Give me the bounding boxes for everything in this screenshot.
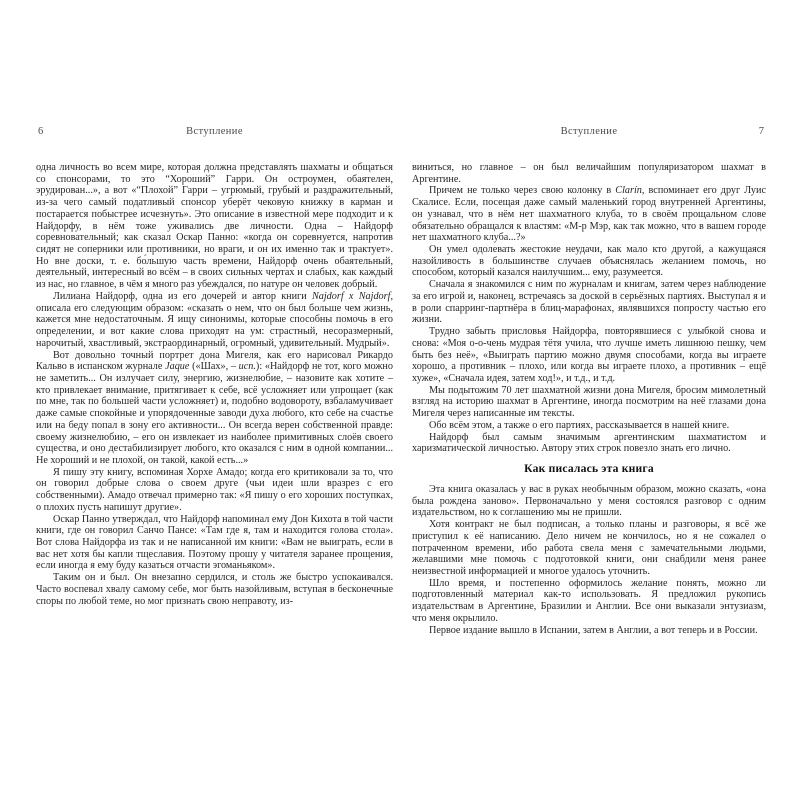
paragraph: [412, 244, 766, 279]
paragraph: [412, 519, 766, 578]
text-segment: Мы подытожим 70 лет шахматной жизни дона Мигеля, бросим мимолетный взгляд на историю шахмат в Аргентине, иногда посмотрим на неё глазами дона Мигеля через написанные им тексты.: [412, 384, 766, 420]
text-segment: Он умел одолевать жестокие неудачи, как мало кто другой, а кажущаяся назойливость в большинстве случаев объяснялась желанием помочь, но способом, который казался наилучшим... ему, разумеется.: [412, 244, 766, 279]
paragraph: [412, 326, 766, 385]
paragraph: [36, 350, 393, 467]
page-right: [412, 126, 766, 636]
text-segment: одна личность во всем мире, которая должна представлять шахматы и общаться со спонсорами, то это “Хороший” Гарри. Он остроумен, обаятелен, эрудирован...», а вот «“Плохой” Гарри – угрюмый, грубый и раздражительный, из-за чего самый податливый спонсор уберёт чековую книжку в карман и постарается побыстрее исчезнуть». Это описание в известной мере подходит и к Найдорфу, в нём тоже уживались две личности. Одна – Найдорф соревновательный; как сказал Оскар Панно: «когда он соревнуется, напротив сидят не соперники или противники, но враги, и он их именно так и трактует». Но вне доски, т. е. бо́льшую часть времени, Найдорф очень обаятельный, деятельный, интересный во всём – в своих сильных чертах и слабых, как каждый из нас, но главное, в чём я много раз убеждался, по натуре он человек добрый.: [36, 162, 393, 291]
paragraph: [36, 514, 393, 573]
text-segment: («Шах», –: [189, 361, 239, 373]
page-body: [412, 162, 766, 636]
running-header: Вступление: [560, 126, 618, 137]
paragraph: [36, 162, 393, 291]
text-segment: Трудно забыть присловья Найдорфа, повторявшиеся с улыбкой снова и снова: «Моя о-о-чень мудрая тётя учила, что лучше иметь лишнюю пешку, чем быть без неё», «Выиграть партию можно двумя способами, когда вы играете хорошо, а противник – плохо, или когда вы играете плохо, а противник – ещё хуже», «Сначала идея, затем ход!», и т.д., и т.д.: [412, 326, 766, 384]
page-number: 7: [758, 126, 764, 137]
text-segment: Лилиана Найдорф, одна из его дочерей и автор книги: [53, 290, 312, 302]
paragraph: [36, 291, 393, 350]
text-segment: Найдорф был самым значимым аргентинским шахматистом и харизматической личностью. Автору этих строк повезло знать его лично.: [412, 431, 766, 455]
text-segment: Как писалась эта книга: [524, 461, 654, 475]
paragraph: [412, 185, 766, 244]
text-segment: ): «Найдорф не тот, кого можно не заметить... Он излучает силу, энергию, жизнелюбие, – назовите как хотите – кто привлекает внимание, притягивает к себе, всё усложняет или упрощает (как по мне, так по большей части усложняет) и, подобно водовороту, взбаламучивает даже самые спокойные и упорядоченные заводи духа любого, кто себе на счастье или на беду попал в зону его активности... Он всегда верен собственной правде: своему жизнелюбию, – его он извлекает из наиболее примитивных слоёв своего существа, и оно дестабилизирует любого, кто оказался с ним в одной компании... Не хороший и не плохой, он такой, какой есть...»: [36, 361, 393, 466]
text-segment: виниться, но главное – он был величайшим популяризатором шахмат в Аргентине.: [412, 162, 766, 185]
text-segment: Хотя контракт не был подписан, а только планы и разговоры, я всё же приступил к её написанию. Дело ничем не кончилось, но я не сожалел о потраченном времени, ибо работа свела меня с замечательными людьми, желавшими мне помочь с подготовкой книги, они снабдили меня ранее неизвестной информацией и многое удалось уточнить.: [412, 519, 766, 577]
page-body: [36, 162, 393, 607]
section-heading: [412, 462, 766, 475]
text-segment: Оскар Панно утверждал, что Найдорф напоминал ему Дон Кихота в той части книги, где он говорил Санчо Пансе: «Там где я, там и находится голова стола». Вот слова Найдорфа из так и не написанной им книги: «Вам не выиграть, если в вас нет хотя бы капли тщеславия. Поэтому прошу у читателя заранее прощения, если иногда я ему буду казаться отчасти эгоманьяком».: [36, 513, 393, 572]
text-segment: Эта книга оказалась у вас в руках необычным образом, можно сказать, «она была рождена заново». Первоначально у меня состоялся разговор с одним издательством, но к соглашению мы не пришли.: [412, 483, 766, 519]
paragraph: [36, 467, 393, 514]
italic-text: Najdorf x Najdorf: [311, 290, 391, 302]
text-segment: Причем не только через свою колонку в: [429, 185, 616, 197]
paragraph: [412, 432, 766, 455]
text-segment: Обо всём этом, а также о его партиях, рассказывается в нашей книге.: [429, 419, 730, 431]
text-segment: , вспоминает его друг Луис Скалисе. Если, посещая даже самый маленький город внутренней Аргентины, он узнавал, что в нём нет шахматного клуба, то в своём прощальном слове обязательно обращался к властям: «М-р Мэр, как так можно, что в вашем городе нет шахматного клуба...?»: [412, 185, 766, 244]
paragraph: [412, 279, 766, 326]
text-segment: Первое издание вышло в Испании, затем в Англии, а вот теперь и в России.: [429, 624, 758, 636]
paragraph: [412, 385, 766, 420]
paragraph: [412, 625, 766, 637]
page-number: 6: [38, 126, 44, 137]
page-header-left: [36, 126, 393, 139]
text-segment: Шло время, и постепенно оформилось желание понять, можно ли подготовленный материал как-то использовать. Я предложил рукопись издательствам в Аргентине, Бразилии и Англии. Все они выказали энтузиазм, что меня окрылило.: [412, 577, 766, 624]
paragraph: [412, 578, 766, 625]
text-segment: , описала его следующим образом: «сказать о нем, что он был больше чем жизнь, кажется мне недостаточным. Я ищу синонимы, которые способны помочь в его определении, и вот какие слова приходят на ум: страстный, несоразмерный, нарочитый, хвастливый, экстраординарный, огромный, удивительный. Мудрый».: [36, 290, 393, 349]
page-header-right: [412, 126, 766, 139]
italic-text: Jaque: [165, 361, 190, 373]
page-left: [36, 126, 393, 607]
running-header: Вступление: [186, 126, 243, 137]
italic-text: исп.: [238, 361, 256, 373]
paragraph: [412, 162, 766, 185]
paragraph: [36, 572, 393, 607]
paragraph: [412, 484, 766, 519]
italic-text: Clarín: [615, 185, 642, 197]
text-segment: Вот довольно точный портрет дона Мигеля, как его нарисовал Рикардо Кальво в испанском журнале: [36, 349, 393, 373]
text-segment: Сначала я знакомился с ним по журналам и книгам, затем через наблюдение за его игрой и, наконец, встречаясь за доской в серьёзных партиях. Выступал я и в роли спарринг-партнёра в блиц-марафонах, являвшихся попросту частью его жизни.: [412, 279, 766, 326]
text-segment: Таким он и был. Он внезапно сердился, и столь же быстро успокаивался. Часто воспевал хвалу самому себе, мог быть назойливым, вступая в бесконечные споры по любой теме, но мог признать свою неправоту, из-: [36, 572, 393, 607]
text-segment: Я пишу эту книгу, вспоминая Хорхе Амадо; когда его критиковали за то, что он говорил добрые слова о своем друге (чьи идеи шли вразрез с его собственными). Амадо отвечал примерно так: «Я пишу о его хороших поступках, о плохих пусть напишут другие».: [36, 466, 393, 513]
paragraph: [412, 420, 766, 432]
